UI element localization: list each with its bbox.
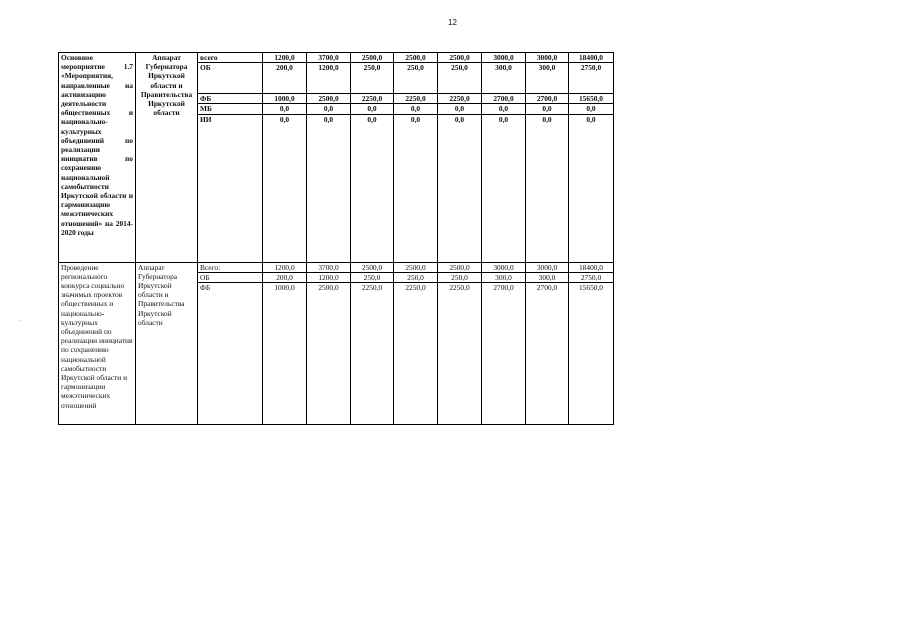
value-cell: 300,0 (526, 272, 569, 282)
value-cell: 200,0 (263, 63, 307, 94)
value-cell: 3700,0 (307, 262, 351, 272)
value-cell: 250,0 (438, 63, 482, 94)
value-cell: 0,0 (307, 104, 351, 114)
value-cell: 3000,0 (526, 53, 569, 63)
executor-cell: Аппарат Губернатора Иркутской области и Правительства Иркутской области (136, 53, 198, 263)
value-cell: 0,0 (569, 104, 614, 114)
value-cell: 2500,0 (394, 262, 438, 272)
value-cell: 2250,0 (351, 94, 394, 104)
value-cell: 3000,0 (526, 262, 569, 272)
value-cell: 2500,0 (307, 283, 351, 425)
value-cell: 0,0 (526, 104, 569, 114)
value-cell: 2700,0 (482, 283, 526, 425)
value-cell: 18400,0 (569, 53, 614, 63)
value-cell: 250,0 (394, 63, 438, 94)
value-cell: 300,0 (482, 272, 526, 282)
table-row (59, 53, 614, 63)
value-cell: 2500,0 (438, 262, 482, 272)
value-cell: 3000,0 (482, 262, 526, 272)
value-cell: 0,0 (438, 114, 482, 262)
value-cell: 2250,0 (394, 283, 438, 425)
funding-source-cell: всего (198, 53, 263, 63)
value-cell: 1200,0 (263, 262, 307, 272)
funding-source-cell: ФБ (198, 283, 263, 425)
value-cell: 0,0 (569, 114, 614, 262)
value-cell: 1200,0 (307, 63, 351, 94)
value-cell: 2250,0 (394, 94, 438, 104)
value-cell: 0,0 (438, 104, 482, 114)
value-cell: 250,0 (438, 272, 482, 282)
funding-source-cell: Всего: (198, 262, 263, 272)
value-cell: 0,0 (394, 114, 438, 262)
value-cell: 0,0 (351, 114, 394, 262)
value-cell: 0,0 (351, 104, 394, 114)
value-cell: 2250,0 (438, 94, 482, 104)
value-cell: 300,0 (526, 63, 569, 94)
funding-table (58, 52, 614, 425)
value-cell: 1200,0 (307, 272, 351, 282)
value-cell: 2500,0 (351, 53, 394, 63)
funding-source-cell: ОБ (198, 63, 263, 94)
value-cell: 2250,0 (351, 283, 394, 425)
value-cell: 2250,0 (438, 283, 482, 425)
scan-speck (20, 320, 21, 321)
value-cell: 2700,0 (526, 94, 569, 104)
value-cell: 250,0 (351, 272, 394, 282)
value-cell: 3700,0 (307, 53, 351, 63)
value-cell: 0,0 (482, 114, 526, 262)
value-cell: 300,0 (482, 63, 526, 94)
value-cell: 250,0 (394, 272, 438, 282)
value-cell: 0,0 (263, 104, 307, 114)
value-cell: 2750,0 (569, 63, 614, 94)
value-cell: 2500,0 (307, 94, 351, 104)
table-row (59, 262, 614, 272)
value-cell: 2700,0 (526, 283, 569, 425)
value-cell: 2750,0 (569, 272, 614, 282)
value-cell: 3000,0 (482, 53, 526, 63)
value-cell: 0,0 (526, 114, 569, 262)
value-cell: 2500,0 (438, 53, 482, 63)
value-cell: 1000,0 (263, 94, 307, 104)
value-cell: 18400,0 (569, 262, 614, 272)
value-cell: 15650,0 (569, 94, 614, 104)
funding-source-cell: ИИ (198, 114, 263, 262)
page-number: 12 (448, 18, 457, 27)
value-cell: 2500,0 (351, 262, 394, 272)
value-cell: 200,0 (263, 272, 307, 282)
executor-cell: Аппарат Губернатора Иркутской области и Правительства Иркутской области (136, 262, 198, 424)
value-cell: 1200,0 (263, 53, 307, 63)
funding-source-cell: ФБ (198, 94, 263, 104)
value-cell: 0,0 (307, 114, 351, 262)
value-cell: 0,0 (263, 114, 307, 262)
value-cell: 250,0 (351, 63, 394, 94)
value-cell: 1000,0 (263, 283, 307, 425)
activity-name-cell: Проведение регионального конкурса социально значимых проектов общественных и национально-культурных объединений по реализации инициатив по сохранению национальной самобытности Иркутской области и гармонизации межэтнических отношений (59, 262, 136, 424)
value-cell: 0,0 (482, 104, 526, 114)
funding-source-cell: МБ (198, 104, 263, 114)
value-cell: 0,0 (394, 104, 438, 114)
value-cell: 2700,0 (482, 94, 526, 104)
activity-name-cell: Основное мероприятие 1.7 «Мероприятия, направленные на активизацию деятельности общественных и национально-культурных объединений по реализации инициатив по сохранению национальной самобытности Иркутской области и гармонизацию межэтнических отношений» на 2014-2020 годы (59, 53, 136, 263)
value-cell: 15650,0 (569, 283, 614, 425)
value-cell: 2500,0 (394, 53, 438, 63)
funding-source-cell: ОБ (198, 272, 263, 282)
